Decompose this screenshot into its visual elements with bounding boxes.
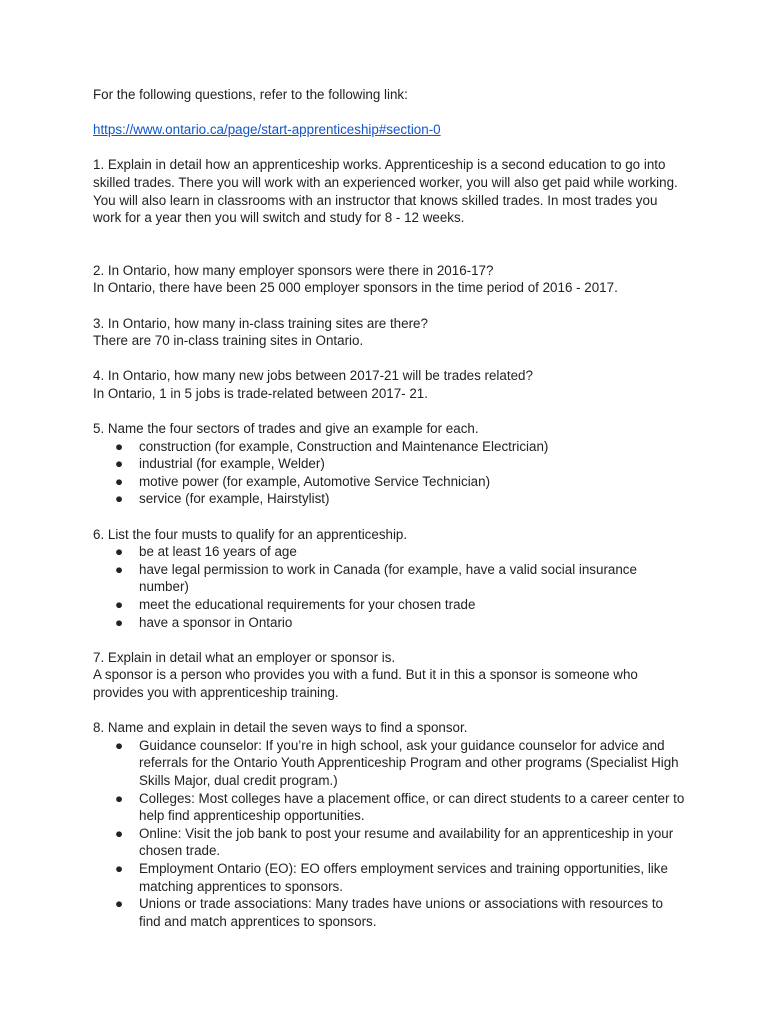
list-item: ● Employment Ontario (EO): EO offers employment services and training opportunities, like matching apprentices to sponsors. <box>115 860 668 894</box>
list-item: ● have a sponsor in Ontario <box>115 614 293 630</box>
bullet-icon: ● <box>115 456 124 472</box>
intro-text: For the following questions, refer to the following link: <box>93 87 408 102</box>
list-item: ● be at least 16 years of age <box>115 544 297 560</box>
list-item: ● service (for example, Hairstylist) <box>115 491 330 507</box>
bullet-icon: ● <box>115 561 124 577</box>
q5-question: 5. Name the four sectors of trades and give an example for each. <box>93 421 479 437</box>
q1-text: 1. Explain in detail how an apprenticeship works. Apprenticeship is a second education to go into skilled trades. There you will work with an experienced worker, you will also get paid while working. You will also learn in classrooms with an instructor that knows skilled trades. In most trades you work for a year then you will switch and study for 8 - 12 weeks. <box>93 157 678 226</box>
list-item: ● motive power (for example, Automotive Service Technician) <box>115 473 491 489</box>
bullet-icon: ● <box>115 825 124 841</box>
q8-question: 8. Name and explain in detail the seven ways to find a sponsor. <box>93 720 468 736</box>
bullet-icon: ● <box>115 737 124 753</box>
list-item: ● have legal permission to work in Canada (for example, have a valid social insurance number) <box>115 561 637 595</box>
q8-list <box>93 737 688 931</box>
q4-question: 4. In Ontario, how many new jobs between 2017-21 will be trades related? <box>93 368 533 384</box>
list-item: ● meet the educational requirements for your chosen trade <box>115 597 476 613</box>
list-item: ● Online: Visit the job bank to post your resume and availability for an apprenticeship in your chosen trade. <box>115 825 674 859</box>
q7-question: 7. Explain in detail what an employer or sponsor is. <box>93 649 396 665</box>
bullet-icon: ● <box>115 790 124 806</box>
q6-question: 6. List the four musts to qualify for an apprenticeship. <box>93 526 408 542</box>
q2-question: 2. In Ontario, how many employer sponsors were there in 2016-17? <box>93 262 494 278</box>
bullet-icon: ● <box>115 544 124 560</box>
list-item: ● Colleges: Most colleges have a placement office, or can direct students to a career center to help find apprenticeship opportunities. <box>115 790 685 824</box>
bullet-icon: ● <box>115 473 124 489</box>
bullet-icon: ● <box>115 896 124 912</box>
list-item: ● Unions or trade associations: Many trades have unions or associations with resources to find and match apprentices to sponsors. <box>115 896 663 929</box>
q3-question: 3. In Ontario, how many in-class training sites are there? <box>93 315 428 331</box>
list-item: ● industrial (for example, Welder) <box>115 456 325 472</box>
q3-answer: There are 70 in-class training sites in Ontario. <box>93 333 364 349</box>
q2-answer: In Ontario, there have been 25 000 employer sponsors in the time period of 2016 - 2017. <box>93 280 618 296</box>
q7-answer: A sponsor is a person who provides you with a fund. But it in this a sponsor is someone who provides you with apprenticeship training. <box>93 667 638 700</box>
list-item: ● Guidance counselor: If you’re in high school, ask your guidance counselor for advice and referrals for the Ontario Youth Apprenticeship Program and other programs (Specialist High Skills Major, dual credit program.) <box>115 737 679 788</box>
bullet-icon: ● <box>115 614 124 630</box>
q6-list <box>93 543 688 631</box>
bullet-icon: ● <box>115 491 124 507</box>
bullet-icon: ● <box>115 597 124 613</box>
reference-link[interactable]: https://www.ontario.ca/page/start-apprenticeship#section-0 <box>93 122 441 138</box>
list-item: ● construction (for example, Construction and Maintenance Electrician) <box>115 438 549 454</box>
q5-list <box>93 438 688 508</box>
bullet-icon: ● <box>115 438 124 454</box>
bullet-icon: ● <box>115 860 124 876</box>
q4-answer: In Ontario, 1 in 5 jobs is trade-related between 2017- 21. <box>93 385 428 401</box>
